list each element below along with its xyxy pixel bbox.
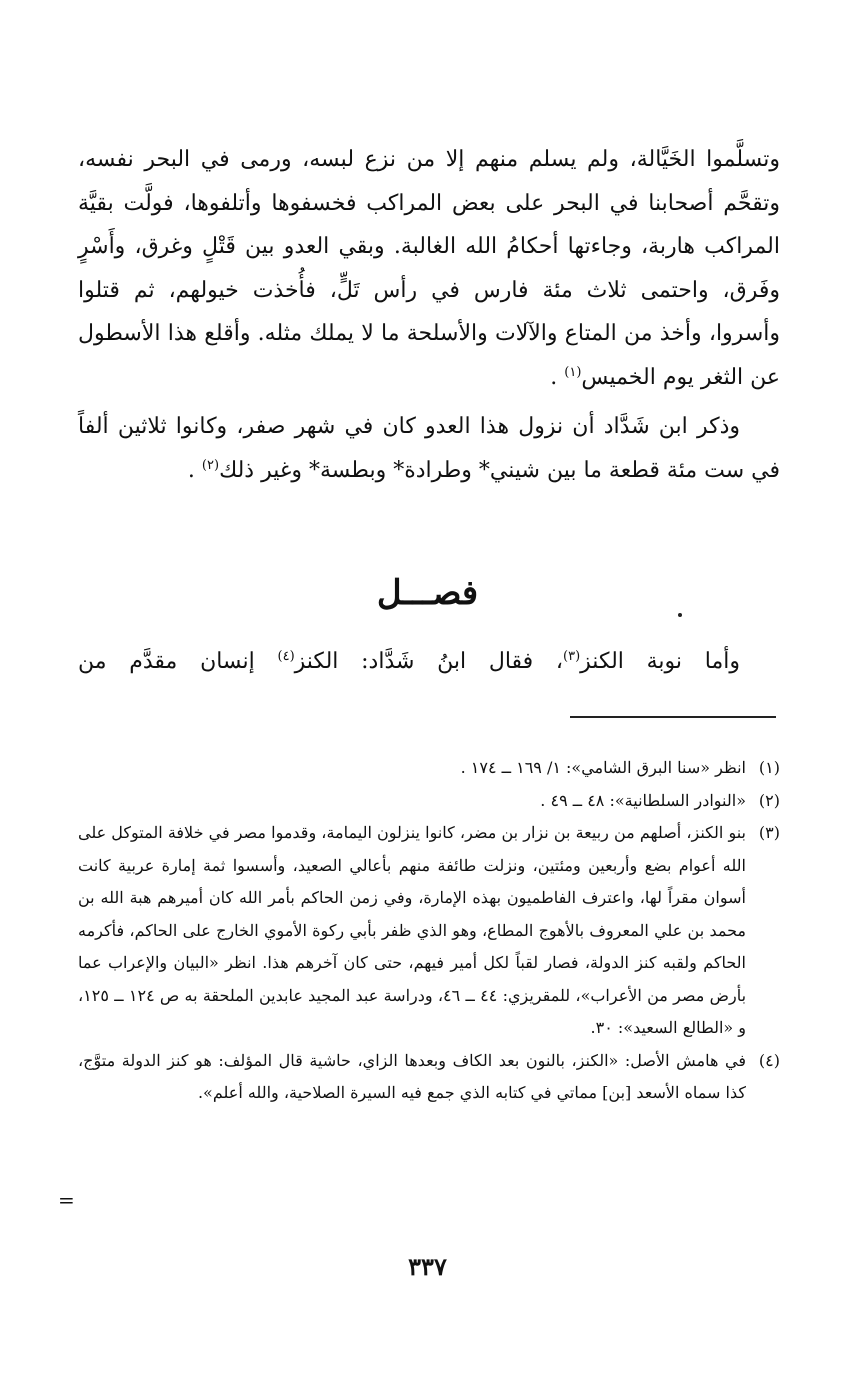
- section-line-part-3: إنسان مقدَّم من: [78, 649, 278, 674]
- footnote-text: «النوادر السلطانية»: ٤٨ ــ ٤٩ .: [540, 790, 746, 810]
- main-text-block: [78, 138, 780, 492]
- footnote-ref-2: (٢): [201, 457, 220, 473]
- footnote-separator: [570, 716, 776, 718]
- footnote-number: (٣): [758, 823, 780, 842]
- stray-dot: [678, 613, 682, 617]
- margin-mark: =: [58, 1188, 75, 1212]
- footnote-item: [78, 752, 780, 785]
- paragraph-2-text: وذكر ابن شَدَّاد أن نزول هذا العدو كان في شهر صفر، وكانوا ثلاثين ألفاً في ست مئة قطعة ما بين شيني* وطرادة* وبطسة* وغير ذلك: [78, 414, 780, 483]
- footnote-text: بنو الكنز، أصلهم من ربيعة بن نزار بن مضر، كانوا ينزلون اليمامة، وقدموا مصر في خلافة المتوكل على الله أعوام بضع وأربعين ومئتين، ونزلت طائفة منهم بأعالي الصعيد، وأسسوا ثمة إمارة عربية كانت أسوان مقراً لها، واعترف الفاطميون بهذه الإمارة، وفي زمن الحاكم بأمر الله كان أميرهم هبة الله بن محمد بن علي المعروف بالأهوج المطاع، وهو الذي ظفر بأبي ركوة الأموي الخارج على الحاكم، فأكرمه الحاكم ولقبه كنز الدولة، فصار لقباً لكل أمير فيهم، حتى كان آخرهم هذا. انظر «البيان والإعراب عما بأرض مصر من الأعراب»، للمقريزي: ٤٤ ــ ٤٦، ودراسة عبد المجيد عابدين الملحقة به ص ١٢٤ ــ ١٢٥، و «الطالع السعيد»: ٣٠.: [78, 823, 747, 1037]
- footnote-text: انظر «سنا البرق الشامي»: ١/ ١٦٩ ــ ١٧٤ .: [460, 758, 746, 777]
- footnote-number: (٤): [758, 1050, 781, 1070]
- body-paragraph-1: [78, 138, 780, 399]
- body-paragraph-2: [78, 405, 780, 492]
- section-line-part-1: وأما نوبة الكنز: [580, 649, 740, 674]
- footnote-item: [78, 817, 780, 1045]
- section-first-line: [78, 640, 780, 683]
- page-number: ٣٣٧: [408, 1252, 447, 1281]
- footnote-number: (١): [758, 758, 780, 777]
- section-line-part-2: ، فقال ابنُ شَدَّاد: الكنز: [294, 649, 564, 674]
- footnote-text: في هامش الأصل: «الكنز، بالنون بعد الكاف وبعدها الزاي، حاشية قال المؤلف: هو كنز الدولة متوَّج، كذا سماه الأسعد [بن] مماتي في كتابه الذي جمع فيه السيرة الصلاحية، والله أعلم».: [78, 1050, 747, 1102]
- paragraph-2-end: .: [187, 457, 202, 483]
- footnotes-list: [78, 752, 780, 1110]
- footnote-ref-4: (٤): [277, 649, 295, 664]
- footnote-ref-3: (٣): [563, 649, 581, 664]
- footnote-item: [78, 1045, 780, 1110]
- paragraph-1-text: وتسلَّموا الخَيَّالة، ولم يسلم منهم إلا من نزع لبسه، ورمى في البحر نفسه، وتقحَّم أصحابنا في البحر على بعض المراكب فخسفوها وأتلفوها، فولَّت بقيَّة المراكب هاربة، وجاءتها أحكامُ الله الغالبة. وبقي العدو بين قَتْلٍ وغرق، وأَسْرٍ وفَرق، واحتمى ثلاث مئة فارس في رأس تَلٍّ، فأُخذت خيولهم، ثم قتلوا وأسروا، وأخذ من المتاع والآلات والأسلحة ما لا يملك مثله. وأقلع هذا الأسطول عن الثغر يوم الخميس: [78, 147, 780, 390]
- footnote-number: (٢): [758, 790, 780, 810]
- paragraph-1-end: .: [550, 364, 565, 390]
- section-heading: فصـــل: [376, 573, 479, 613]
- footnote-item: [78, 785, 780, 818]
- footnote-ref-1: (١): [564, 364, 582, 380]
